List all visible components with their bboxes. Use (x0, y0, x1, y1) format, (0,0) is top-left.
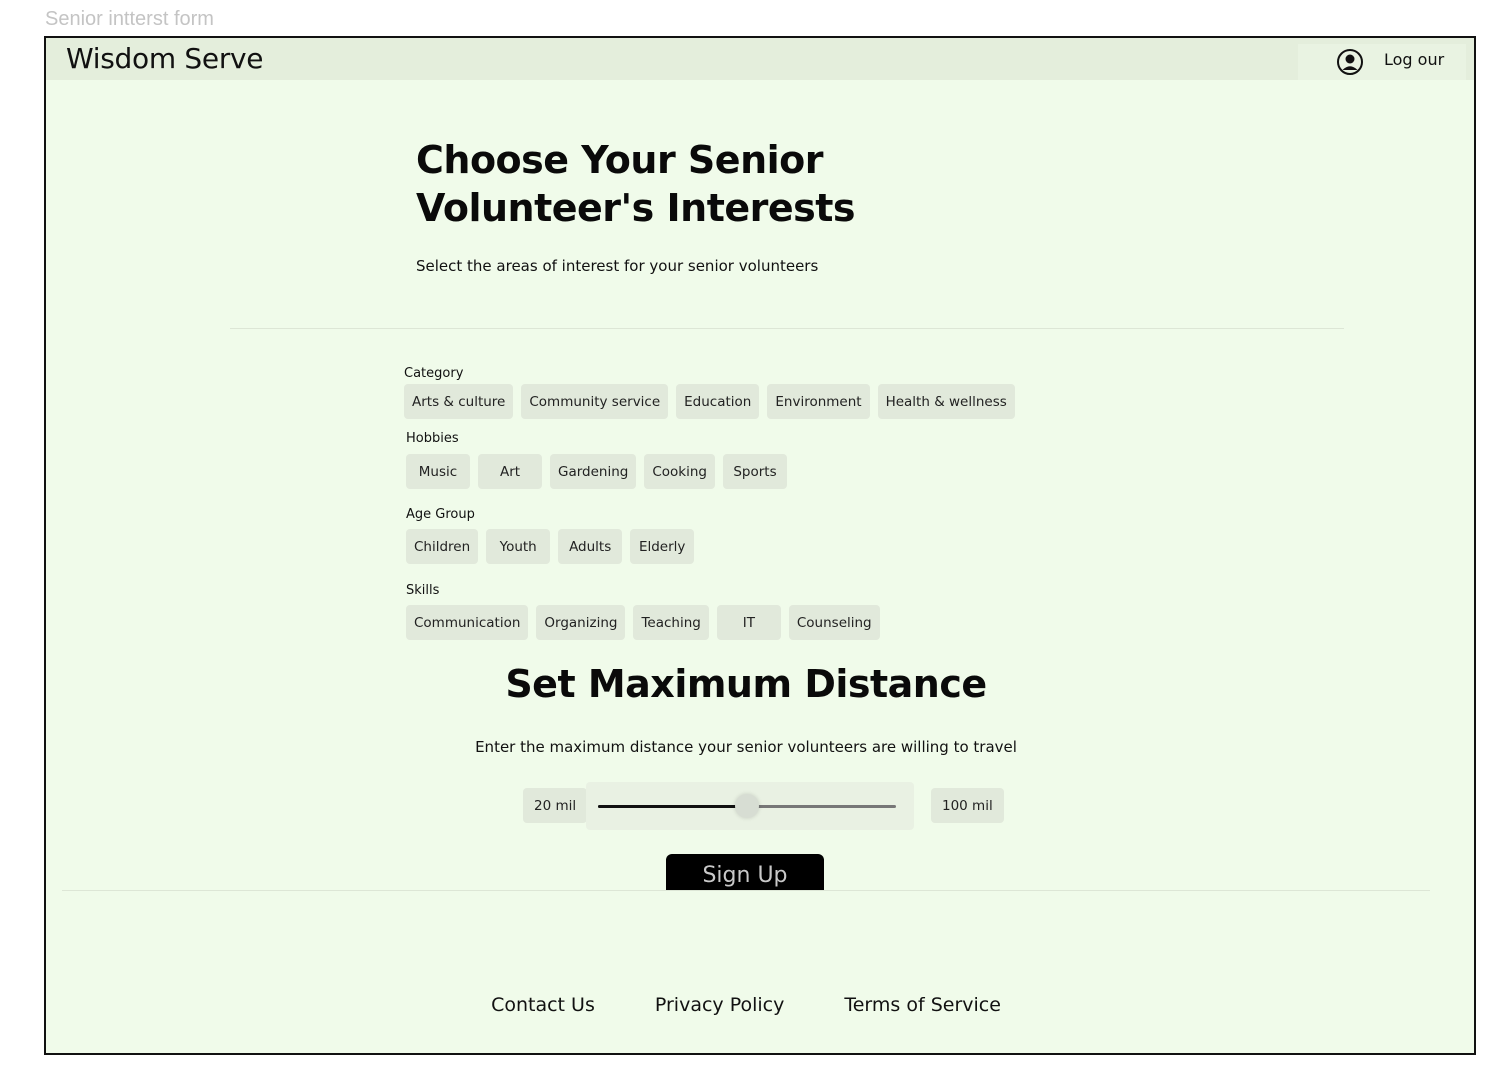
header (46, 38, 1474, 80)
distance-slider[interactable] (586, 782, 914, 830)
chip-communication[interactable]: Communication (406, 605, 528, 640)
footer-link-privacy-policy[interactable]: Privacy Policy (654, 994, 785, 1016)
slider-track[interactable] (598, 805, 896, 808)
chip-arts-culture[interactable]: Arts & culture (404, 384, 513, 419)
chip-health-wellness[interactable]: Health & wellness (878, 384, 1015, 419)
sign-up-button[interactable]: Sign Up (666, 854, 824, 890)
chip-cooking[interactable]: Cooking (644, 454, 715, 489)
chip-row-skills (406, 605, 880, 640)
brand-logo[interactable]: Wisdom Serve (66, 42, 264, 75)
chip-counseling[interactable]: Counseling (789, 605, 880, 640)
distance-title: Set Maximum Distance (505, 662, 987, 706)
footer-links (46, 994, 1446, 1016)
chip-row-category (404, 384, 1015, 419)
footer-link-contact-us[interactable]: Contact Us (491, 994, 595, 1016)
chip-music[interactable]: Music (406, 454, 470, 489)
footer-link-terms-of-service[interactable]: Terms of Service (844, 994, 1001, 1016)
chip-organizing[interactable]: Organizing (536, 605, 625, 640)
page-frame (44, 36, 1476, 1055)
chip-youth[interactable]: Youth (486, 529, 550, 564)
logout-link[interactable]: Log our (1384, 50, 1445, 69)
chip-adults[interactable]: Adults (558, 529, 622, 564)
top-divider (230, 328, 1344, 329)
chip-it[interactable]: IT (717, 605, 781, 640)
chip-row-hobbies (406, 454, 787, 489)
group-label-hobbies: Hobbies (406, 431, 459, 446)
page-subtitle: Select the areas of interest for your senior volunteers (416, 257, 819, 275)
group-label-skills: Skills (406, 583, 440, 598)
chip-children[interactable]: Children (406, 529, 478, 564)
chip-community-service[interactable]: Community service (521, 384, 668, 419)
distance-max-label: 100 mil (931, 788, 1004, 823)
user-menu[interactable] (1298, 44, 1466, 80)
distance-min-label: 20 mil (523, 788, 587, 823)
chip-sports[interactable]: Sports (723, 454, 787, 489)
bottom-divider (62, 890, 1430, 891)
slider-thumb[interactable] (735, 794, 759, 818)
chip-gardening[interactable]: Gardening (550, 454, 636, 489)
page-title: Choose Your Senior Volunteer's Interests (416, 138, 856, 230)
frame-label: Senior intterst form (45, 8, 214, 30)
chip-education[interactable]: Education (676, 384, 759, 419)
chip-row-age-group (406, 529, 694, 564)
chip-teaching[interactable]: Teaching (633, 605, 708, 640)
group-label-category: Category (404, 366, 464, 381)
user-circle-icon[interactable] (1336, 48, 1364, 76)
distance-subtitle: Enter the maximum distance your senior volunteers are willing to travel (475, 738, 1017, 756)
group-label-age-group: Age Group (406, 507, 475, 522)
chip-elderly[interactable]: Elderly (630, 529, 694, 564)
chip-art[interactable]: Art (478, 454, 542, 489)
chip-environment[interactable]: Environment (767, 384, 869, 419)
slider-fill (598, 805, 747, 808)
